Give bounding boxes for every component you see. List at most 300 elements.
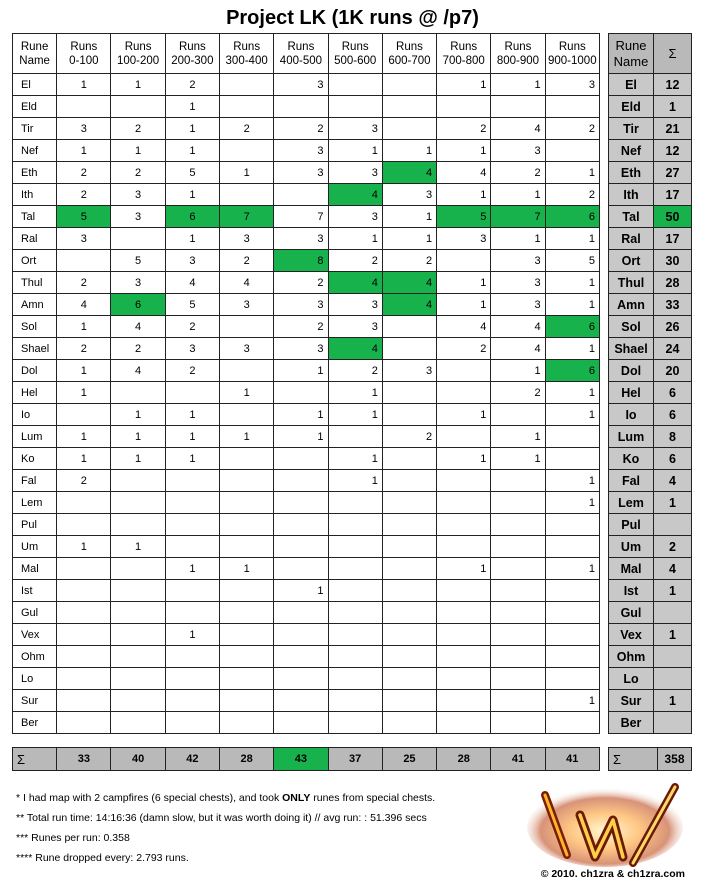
table-row <box>13 118 600 140</box>
column-total-cell: 28 <box>220 748 274 771</box>
side-header-sum: Σ <box>654 34 692 74</box>
count-cell: 3 <box>57 118 111 140</box>
count-cell: 1 <box>437 404 491 426</box>
count-cell: 3 <box>220 338 274 360</box>
rune-name-cell: Amn <box>13 294 57 316</box>
count-cell <box>328 646 382 668</box>
count-cell <box>437 470 491 492</box>
count-cell <box>545 96 599 118</box>
count-cell: 3 <box>491 140 545 162</box>
count-cell: 1 <box>220 382 274 404</box>
count-cell: 2 <box>57 338 111 360</box>
rune-name-cell: Ral <box>13 228 57 250</box>
footnotes <box>16 788 526 868</box>
count-cell <box>328 668 382 690</box>
side-rune-total: 1 <box>654 96 692 118</box>
count-cell <box>111 514 165 536</box>
side-rune-total: 4 <box>654 558 692 580</box>
count-cell: 6 <box>165 206 219 228</box>
side-row <box>609 404 692 426</box>
count-cell <box>382 118 436 140</box>
count-cell <box>220 360 274 382</box>
count-cell <box>382 492 436 514</box>
count-cell: 1 <box>545 690 599 712</box>
count-cell <box>111 624 165 646</box>
side-rune-name: Thul <box>609 272 654 294</box>
count-cell <box>111 580 165 602</box>
side-rune-total: 8 <box>654 426 692 448</box>
side-row <box>609 624 692 646</box>
count-cell: 1 <box>491 360 545 382</box>
count-cell: 3 <box>57 228 111 250</box>
count-cell: 4 <box>382 294 436 316</box>
count-cell <box>437 646 491 668</box>
side-rune-total: 17 <box>654 184 692 206</box>
count-cell <box>57 624 111 646</box>
count-cell: 3 <box>220 294 274 316</box>
table-row <box>13 140 600 162</box>
count-cell <box>220 712 274 734</box>
copyright-text: © 2010. ch1zra & ch1zra.com <box>540 868 685 880</box>
side-row <box>609 140 692 162</box>
count-cell <box>491 96 545 118</box>
count-cell <box>111 492 165 514</box>
count-cell <box>491 668 545 690</box>
count-cell: 3 <box>165 338 219 360</box>
side-row <box>609 558 692 580</box>
count-cell: 3 <box>274 338 328 360</box>
rune-name-cell: Eld <box>13 96 57 118</box>
count-cell <box>328 426 382 448</box>
rune-name-cell: Ist <box>13 580 57 602</box>
page-title: Project LK (1K runs @ /p7) <box>226 7 479 29</box>
rune-name-cell: Mal <box>13 558 57 580</box>
side-row <box>609 712 692 734</box>
count-cell <box>57 668 111 690</box>
side-rune-name: Eld <box>609 96 654 118</box>
side-row <box>609 690 692 712</box>
side-rune-name: Vex <box>609 624 654 646</box>
rune-name-cell: Hel <box>13 382 57 404</box>
side-row <box>609 184 692 206</box>
count-cell: 3 <box>111 272 165 294</box>
column-total-cell: 40 <box>111 748 165 771</box>
count-cell: 4 <box>111 360 165 382</box>
count-cell: 4 <box>57 294 111 316</box>
column-header-runs-8: Runs 800-900 <box>491 34 545 74</box>
count-cell <box>165 668 219 690</box>
count-cell: 4 <box>437 316 491 338</box>
side-rune-total: 2 <box>654 536 692 558</box>
column-header-runs-4: Runs 400-500 <box>274 34 328 74</box>
count-cell <box>437 96 491 118</box>
count-cell <box>274 470 328 492</box>
count-cell: 7 <box>220 206 274 228</box>
count-cell: 1 <box>328 470 382 492</box>
column-total-cell: 33 <box>57 748 111 771</box>
count-cell: 3 <box>274 162 328 184</box>
rune-name-cell: Pul <box>13 514 57 536</box>
rune-drop-table <box>12 33 600 734</box>
side-rune-name: Ral <box>609 228 654 250</box>
count-cell: 2 <box>491 162 545 184</box>
count-cell <box>382 646 436 668</box>
count-cell <box>491 580 545 602</box>
count-cell: 2 <box>111 162 165 184</box>
count-cell <box>328 580 382 602</box>
count-cell: 1 <box>437 74 491 96</box>
side-rune-name: Amn <box>609 294 654 316</box>
rune-name-cell: Tal <box>13 206 57 228</box>
count-cell: 4 <box>491 338 545 360</box>
count-cell: 1 <box>165 228 219 250</box>
count-cell <box>545 712 599 734</box>
count-cell <box>437 668 491 690</box>
count-cell <box>382 712 436 734</box>
count-cell <box>57 514 111 536</box>
rune-name-cell: Gul <box>13 602 57 624</box>
count-cell <box>111 96 165 118</box>
count-cell: 3 <box>111 206 165 228</box>
table-row <box>13 316 600 338</box>
count-cell <box>382 580 436 602</box>
count-cell <box>220 646 274 668</box>
rune-name-cell: Ko <box>13 448 57 470</box>
count-cell <box>437 580 491 602</box>
count-cell <box>220 624 274 646</box>
count-cell: 1 <box>382 140 436 162</box>
table-row <box>13 360 600 382</box>
count-cell <box>111 558 165 580</box>
rune-name-cell: Ort <box>13 250 57 272</box>
totals-sigma-label: Σ <box>13 748 57 771</box>
rune-name-cell: Ohm <box>13 646 57 668</box>
table-row <box>13 690 600 712</box>
count-cell: 1 <box>274 426 328 448</box>
count-cell <box>437 250 491 272</box>
rune-name-cell: Io <box>13 404 57 426</box>
count-cell: 2 <box>57 184 111 206</box>
count-cell <box>382 316 436 338</box>
count-cell: 2 <box>437 338 491 360</box>
count-cell: 3 <box>274 140 328 162</box>
count-cell: 1 <box>111 426 165 448</box>
count-cell <box>274 712 328 734</box>
table-row <box>13 470 600 492</box>
side-rune-name: Ist <box>609 580 654 602</box>
table-row <box>13 382 600 404</box>
side-rune-total: 1 <box>654 624 692 646</box>
count-cell <box>274 492 328 514</box>
rune-name-cell: Ber <box>13 712 57 734</box>
column-total-cell: 41 <box>545 748 599 771</box>
count-cell <box>437 426 491 448</box>
count-cell <box>111 228 165 250</box>
count-cell: 2 <box>437 118 491 140</box>
count-cell <box>274 536 328 558</box>
count-cell: 3 <box>274 228 328 250</box>
count-cell <box>437 514 491 536</box>
count-cell <box>382 536 436 558</box>
side-rune-name: Ort <box>609 250 654 272</box>
count-cell <box>274 382 328 404</box>
count-cell <box>545 646 599 668</box>
table-row <box>13 558 600 580</box>
count-cell: 4 <box>328 272 382 294</box>
side-row <box>609 536 692 558</box>
count-cell <box>382 602 436 624</box>
count-cell <box>220 140 274 162</box>
count-cell <box>545 140 599 162</box>
count-cell <box>220 448 274 470</box>
count-cell: 3 <box>437 228 491 250</box>
side-row <box>609 338 692 360</box>
side-row <box>609 206 692 228</box>
count-cell: 1 <box>274 580 328 602</box>
column-totals-row <box>12 747 600 771</box>
count-cell <box>274 646 328 668</box>
count-cell <box>491 646 545 668</box>
side-row <box>609 580 692 602</box>
side-rune-total: 6 <box>654 382 692 404</box>
count-cell: 2 <box>545 118 599 140</box>
count-cell <box>274 690 328 712</box>
side-rune-total: 12 <box>654 140 692 162</box>
table-row <box>13 228 600 250</box>
count-cell <box>328 690 382 712</box>
count-cell: 1 <box>437 272 491 294</box>
count-cell: 2 <box>274 316 328 338</box>
table-row <box>13 624 600 646</box>
count-cell: 5 <box>545 250 599 272</box>
count-cell: 1 <box>545 404 599 426</box>
rune-name-cell: Um <box>13 536 57 558</box>
table-row <box>13 514 600 536</box>
count-cell <box>491 536 545 558</box>
count-cell <box>57 646 111 668</box>
side-row <box>609 316 692 338</box>
count-cell <box>165 492 219 514</box>
count-cell: 1 <box>274 360 328 382</box>
column-header-runs-9: Runs 900-1000 <box>545 34 599 74</box>
side-rune-total: 17 <box>654 228 692 250</box>
side-rune-total: 6 <box>654 448 692 470</box>
count-cell <box>382 338 436 360</box>
count-cell: 1 <box>437 558 491 580</box>
count-cell <box>57 250 111 272</box>
count-cell <box>437 602 491 624</box>
count-cell <box>437 382 491 404</box>
count-cell: 3 <box>382 360 436 382</box>
column-header-runs-6: Runs 600-700 <box>382 34 436 74</box>
count-cell: 1 <box>57 74 111 96</box>
count-cell: 3 <box>165 250 219 272</box>
count-cell <box>545 668 599 690</box>
side-row <box>609 272 692 294</box>
count-cell <box>437 712 491 734</box>
count-cell <box>220 668 274 690</box>
count-cell: 3 <box>328 162 382 184</box>
count-cell <box>165 712 219 734</box>
side-rune-name: Eth <box>609 162 654 184</box>
count-cell: 4 <box>382 162 436 184</box>
count-cell <box>111 382 165 404</box>
count-cell: 2 <box>165 74 219 96</box>
count-cell: 4 <box>328 338 382 360</box>
count-cell <box>382 96 436 118</box>
count-cell <box>328 492 382 514</box>
count-cell: 2 <box>382 250 436 272</box>
side-rune-name: Ko <box>609 448 654 470</box>
side-row <box>609 96 692 118</box>
count-cell <box>382 690 436 712</box>
count-cell: 1 <box>437 448 491 470</box>
count-cell: 1 <box>220 162 274 184</box>
side-rune-name: Ohm <box>609 646 654 668</box>
count-cell: 1 <box>165 558 219 580</box>
count-cell: 2 <box>57 272 111 294</box>
rune-name-cell: Ith <box>13 184 57 206</box>
count-cell: 2 <box>274 272 328 294</box>
side-rune-name: Lo <box>609 668 654 690</box>
count-cell <box>165 646 219 668</box>
count-cell <box>491 712 545 734</box>
count-cell <box>382 624 436 646</box>
table-header-row <box>13 34 600 74</box>
count-cell: 2 <box>57 470 111 492</box>
count-cell <box>491 624 545 646</box>
side-row <box>609 646 692 668</box>
side-row <box>609 360 692 382</box>
table-row <box>13 162 600 184</box>
rune-name-cell: Shael <box>13 338 57 360</box>
count-cell <box>111 470 165 492</box>
count-cell: 1 <box>491 228 545 250</box>
count-cell: 5 <box>111 250 165 272</box>
side-row <box>609 382 692 404</box>
count-cell <box>274 184 328 206</box>
count-cell: 1 <box>491 426 545 448</box>
rune-name-cell: El <box>13 74 57 96</box>
side-rune-total: 1 <box>654 492 692 514</box>
count-cell: 5 <box>57 206 111 228</box>
column-total-cell: 25 <box>382 748 436 771</box>
count-cell <box>491 404 545 426</box>
count-cell: 3 <box>328 206 382 228</box>
side-rune-name: Sur <box>609 690 654 712</box>
count-cell: 1 <box>328 140 382 162</box>
count-cell: 6 <box>545 206 599 228</box>
count-cell: 1 <box>57 316 111 338</box>
count-cell: 1 <box>545 294 599 316</box>
side-rune-name: El <box>609 74 654 96</box>
count-cell <box>328 558 382 580</box>
count-cell <box>437 492 491 514</box>
count-cell: 2 <box>165 360 219 382</box>
side-rune-total: 50 <box>654 206 692 228</box>
count-cell: 1 <box>437 140 491 162</box>
count-cell: 5 <box>165 162 219 184</box>
count-cell <box>274 96 328 118</box>
count-cell: 1 <box>491 184 545 206</box>
count-cell: 2 <box>328 250 382 272</box>
table-row <box>13 536 600 558</box>
count-cell: 1 <box>491 448 545 470</box>
count-cell <box>220 492 274 514</box>
side-rune-name: Pul <box>609 514 654 536</box>
count-cell <box>545 426 599 448</box>
side-row <box>609 118 692 140</box>
rune-name-cell: Sur <box>13 690 57 712</box>
count-cell: 5 <box>165 294 219 316</box>
side-rune-total: 1 <box>654 690 692 712</box>
count-cell <box>382 74 436 96</box>
column-header-runs-1: Runs 100-200 <box>111 34 165 74</box>
rune-name-cell: Nef <box>13 140 57 162</box>
count-cell: 1 <box>57 382 111 404</box>
count-cell: 4 <box>165 272 219 294</box>
side-rune-total: 6 <box>654 404 692 426</box>
column-header-runs-2: Runs 200-300 <box>165 34 219 74</box>
side-rune-name: Ber <box>609 712 654 734</box>
count-cell <box>328 624 382 646</box>
count-cell <box>437 624 491 646</box>
count-cell: 4 <box>111 316 165 338</box>
count-cell: 3 <box>491 294 545 316</box>
side-row <box>609 492 692 514</box>
count-cell <box>491 602 545 624</box>
rune-name-cell: Thul <box>13 272 57 294</box>
column-header-runs-5: Runs 500-600 <box>328 34 382 74</box>
side-rune-total <box>654 668 692 690</box>
side-rune-total: 1 <box>654 580 692 602</box>
count-cell: 1 <box>545 162 599 184</box>
side-rune-name: Ith <box>609 184 654 206</box>
count-cell: 4 <box>491 316 545 338</box>
count-cell: 1 <box>328 382 382 404</box>
side-header-rune-name: Rune Name <box>609 34 654 74</box>
count-cell <box>220 690 274 712</box>
count-cell <box>165 690 219 712</box>
count-cell: 1 <box>545 338 599 360</box>
count-cell: 3 <box>382 184 436 206</box>
rune-name-cell: Vex <box>13 624 57 646</box>
count-cell: 1 <box>382 228 436 250</box>
count-cell: 2 <box>111 118 165 140</box>
count-cell <box>274 514 328 536</box>
rune-name-cell: Eth <box>13 162 57 184</box>
column-total-cell: 41 <box>491 748 545 771</box>
table-row <box>13 646 600 668</box>
table-row <box>13 668 600 690</box>
count-cell: 1 <box>437 294 491 316</box>
footnote-line: ** Total run time: 14:16:36 (damn slow, but it was worth doing it) // avg run: : 51.396 secs <box>16 812 427 824</box>
count-cell: 3 <box>328 316 382 338</box>
column-total-cell: 42 <box>165 748 219 771</box>
side-row <box>609 294 692 316</box>
table-row <box>13 294 600 316</box>
count-cell: 4 <box>382 272 436 294</box>
count-cell <box>220 316 274 338</box>
side-rune-name: Gul <box>609 602 654 624</box>
count-cell <box>328 602 382 624</box>
side-rune-total: 21 <box>654 118 692 140</box>
count-cell <box>274 448 328 470</box>
count-cell: 1 <box>111 536 165 558</box>
count-cell <box>220 514 274 536</box>
table-row <box>13 272 600 294</box>
count-cell: 5 <box>437 206 491 228</box>
